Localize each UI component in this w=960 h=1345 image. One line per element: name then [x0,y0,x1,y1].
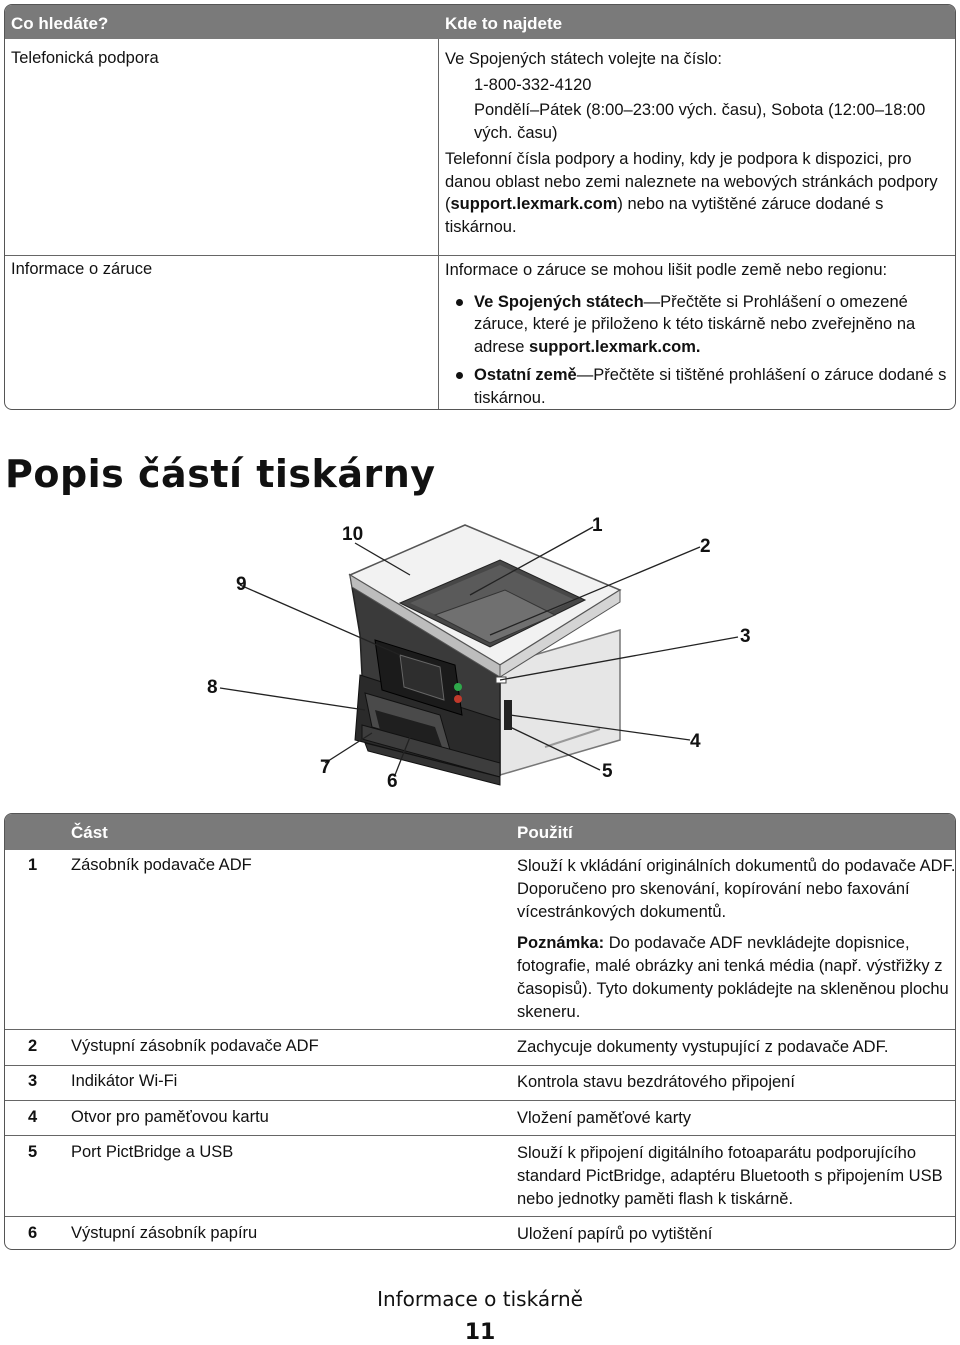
footer-title: Informace o tiskárně [377,1287,583,1311]
callout-3: 3 [740,626,751,647]
callout-6: 6 [387,771,398,792]
support-us-intro: Ve Spojených státech volejte na číslo: [445,50,723,68]
part-name: Otvor pro paměťovou kartu [71,1108,269,1126]
parts-header-use: Použití [517,823,573,842]
part-name: Výstupní zásobník podavače ADF [71,1037,319,1055]
part-number: 3 [28,1072,38,1090]
support-label: Telefonická podpora [11,49,159,67]
callout-2: 2 [700,536,711,557]
column-divider [438,39,439,410]
part-number: 4 [28,1108,38,1126]
part-use: Vložení paměťové karty [517,1109,692,1127]
row-divider [5,1100,955,1101]
warranty-other-text: —Přečtěte si tištěné prohlášení o záruce dodané s tiskárnou. [474,366,947,407]
part-number: 6 [28,1224,38,1242]
callout-7: 7 [320,757,331,778]
callout-9: 9 [236,574,247,595]
part-use: Slouží k připojení digitálního fotoaparátu podporujícího standard PictBridge, adaptéru Bluetooth s připojením USB nebo jednotky paměti flash k tiskárně. [517,1144,943,1208]
warranty-us-bold: Ve Spojených státech [474,292,644,311]
row-divider [5,255,955,256]
warranty-other-bold: Ostatní země [474,366,577,384]
part-name: Výstupní zásobník papíru [71,1224,258,1242]
warranty-us-link[interactable]: support.lexmark.com. [529,337,701,356]
warranty-bullet-other [445,364,955,409]
support-phone: 1-800-332-4120 [474,75,592,94]
info-table-header [5,5,955,39]
callout-5: 5 [602,761,613,782]
warranty-details [445,259,955,409]
part-note [517,932,956,1024]
part-name: Indikátor Wi-Fi [71,1072,178,1090]
section-title: Popis částí tiskárny [5,452,436,496]
warranty-us-text: —Přečtěte si Prohlášení o omezené záruce, které je přiloženo k této tiskárně nebo zveřejněno na adrese [474,292,916,356]
row-divider [5,1065,955,1066]
warranty-bullet-us [445,291,955,359]
part-use: Uložení papírů po vytištění [517,1225,713,1243]
row-divider [5,1135,955,1136]
part-name: Zásobník podavače ADF [71,856,252,874]
callout-10: 10 [342,524,364,545]
part-number: 5 [28,1143,38,1161]
info-table [4,4,956,410]
parts-table-header [5,814,955,850]
printer-illustration [200,515,760,800]
row-divider [5,1216,955,1217]
callout-8: 8 [207,677,218,698]
part-number: 1 [28,856,38,874]
part-name: Port PictBridge a USB [71,1143,234,1161]
support-text-before: Telefonní čísla podpory a hodiny, kdy je podpora k dispozici, pro danou oblast nebo zemi naleznete na webových stránkách podpory ( [445,150,938,213]
callout-1: 1 [592,515,603,536]
support-hours-1: Pondělí–Pátek (8:00–23:00 vých. času), Sobota (12:00–18:00 [474,101,926,119]
part-use: Zachycuje dokumenty vystupující z podavače ADF. [517,1038,889,1056]
note-label: Poznámka: [517,934,605,952]
parts-header-part: Část [71,823,108,842]
row-divider [5,1029,955,1030]
parts-table [4,813,956,1250]
callout-4: 4 [690,731,701,752]
part-number: 2 [28,1037,38,1055]
info-header-where: Kde to najdete [445,14,563,33]
support-hours-2: vých. času) [474,123,558,142]
support-info-paragraph [445,148,955,238]
info-header-what: Co hledáte? [11,14,109,33]
page-number: 11 [464,1320,496,1345]
part-use [517,855,956,1024]
support-link[interactable]: support.lexmark.com [450,195,618,213]
part-use-text: Slouží k vkládání originálních dokumentů do podavače ADF. Doporučeno pro skenování, kopírování nebo faxování vícestránkových dokumentů. [517,857,956,921]
warranty-intro: Informace o záruce se mohou lišit podle země nebo regionu: [445,261,888,279]
warranty-label: Informace o záruce [11,260,153,278]
support-details [445,48,955,238]
note-text: Do podavače ADF nevkládejte dopisnice, fotografie, malé obrázky ani tenká média (např. výstřižky z časopisů). Tyto dokumenty pokládejte na skleněnou plochu skeneru. [517,934,949,1021]
support-text-after: ) nebo na vytištěné záruce dodané s tiskárnou. [445,195,884,236]
part-use: Kontrola stavu bezdrátového připojení [517,1073,795,1091]
